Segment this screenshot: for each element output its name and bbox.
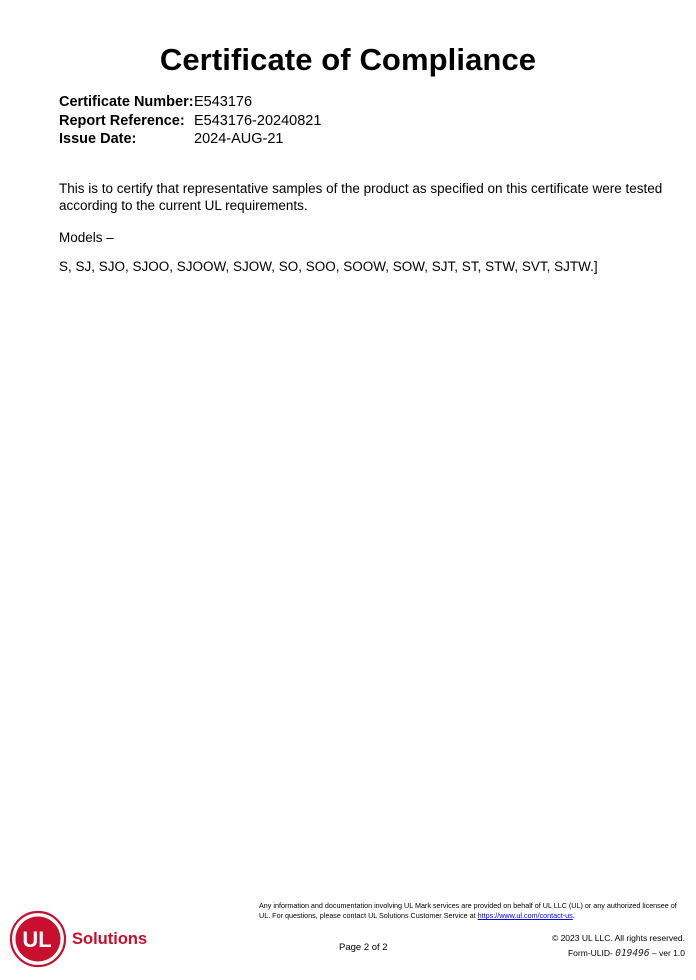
certification-statement: This is to certify that representative samples of the product as specified on this certificate were tested according to the current UL requirements. bbox=[59, 181, 663, 213]
footer-disclaimer bbox=[259, 901, 679, 921]
logo-wordmark: Solutions bbox=[72, 930, 148, 948]
report-reference-row bbox=[59, 112, 321, 131]
report-reference-label: Report Reference: bbox=[59, 112, 185, 129]
disclaimer-text: Any information and documentation involving UL Mark services are provided on behalf of UL LLC (UL) or any authorized licensee of UL. For questions, please contact UL Solutions Customer Service at bbox=[259, 901, 677, 920]
report-reference-value: E543176-20240821 bbox=[194, 112, 322, 129]
certificate-number-label: Certificate Number: bbox=[59, 94, 194, 110]
issue-date-value: 2024-AUG-21 bbox=[194, 131, 284, 147]
certificate-number-value: E543176 bbox=[194, 94, 253, 110]
contact-us-link[interactable]: https://www.ul.com/contact-us bbox=[477, 911, 573, 920]
models-label: Models – bbox=[59, 230, 114, 245]
certificate-number-row bbox=[59, 93, 321, 112]
issue-date-row bbox=[59, 130, 321, 149]
certificate-meta bbox=[59, 93, 321, 149]
page-title: Certificate of Compliance bbox=[159, 42, 537, 77]
disclaimer-end: . bbox=[572, 911, 575, 920]
form-prefix: Form-ULID- bbox=[567, 948, 613, 958]
form-number: 019496 bbox=[615, 948, 650, 959]
form-suffix: – ver 1.0 bbox=[651, 948, 685, 958]
copyright-notice: © 2023 UL LLC. All rights reserved. bbox=[551, 933, 685, 943]
models-list: S, SJ, SJO, SJOO, SJOOW, SJOW, SO, SOO, SOOW, SOW, SJT, ST, STW, SVT, SJTW.] bbox=[59, 259, 598, 274]
ul-logo-mark: UL bbox=[22, 927, 52, 952]
page-number: Page 2 of 2 bbox=[339, 942, 388, 953]
form-id bbox=[568, 948, 685, 959]
issue-date-label: Issue Date: bbox=[59, 131, 137, 147]
